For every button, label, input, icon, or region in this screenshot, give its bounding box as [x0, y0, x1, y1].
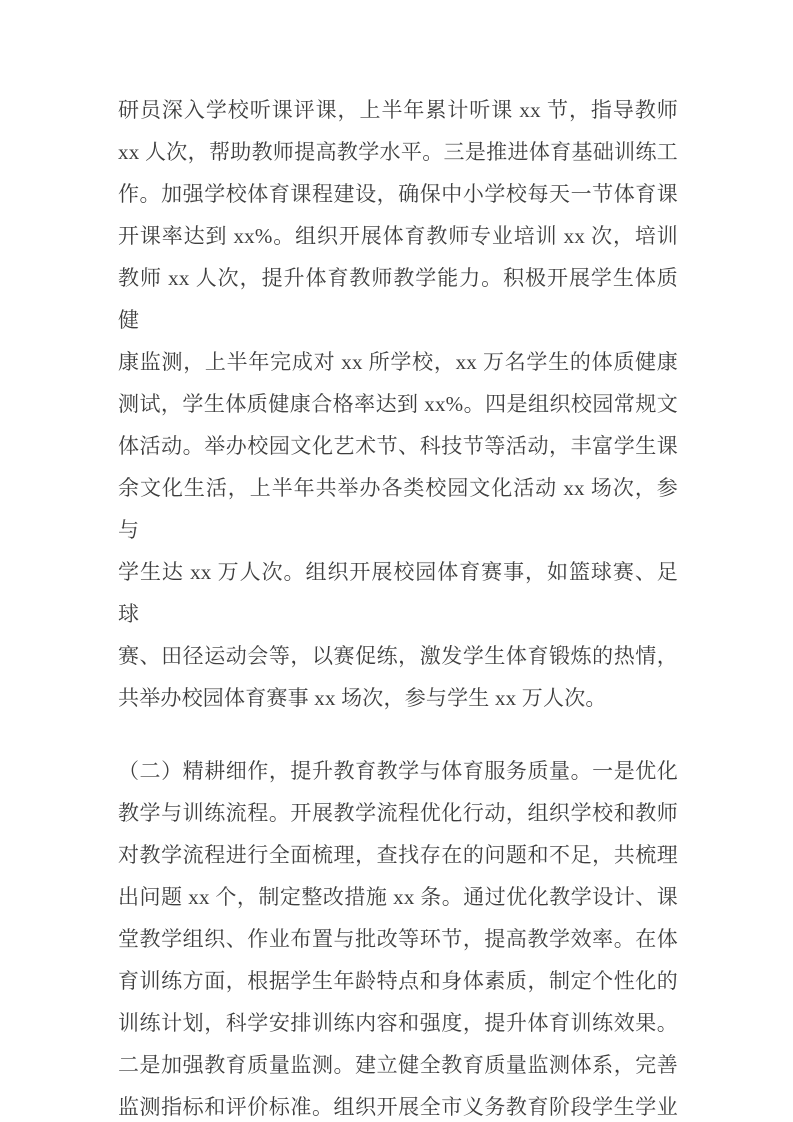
text-line: 赛、田径运动会等，以赛促练，激发学生体育锻炼的热情， [118, 644, 678, 668]
text-line: 共举办校园体育赛事 xx 场次，参与学生 xx 万人次。 [118, 686, 607, 710]
text-line: 对教学流程进行全面梳理，查找存在的问题和不足，共梳理 [118, 843, 678, 867]
text-line: 作。加强学校体育课程建设，确保中小学校每天一节体育课 [118, 182, 678, 206]
text-line: 二是加强教育质量监测。建立健全教育质量监测体系，完善 [118, 1053, 678, 1077]
text-line: 监测指标和评价标准。组织开展全市义务教育阶段学生学业 [118, 1095, 678, 1119]
text-line: 康监测，上半年完成对 xx 所学校，xx 万名学生的体质健康 [118, 350, 678, 374]
text-line: 教学与训练流程。开展教学流程优化行动，组织学校和教师 [118, 801, 678, 825]
text-line: xx 人次，帮助教师提高教学水平。三是推进体育基础训练工 [118, 140, 678, 164]
paragraph-continuation [118, 89, 678, 719]
text-line: 开课率达到 xx%。组织开展体育教师专业培训 xx 次，培训 [118, 224, 678, 248]
text-line: 测试，学生体质健康合格率达到 xx%。四是组织校园常规文 [118, 392, 678, 416]
text-line: 教师 xx 人次，提升体育教师教学能力。积极开展学生体质健 [118, 266, 678, 332]
text-line: 育训练方面，根据学生年龄特点和身体素质，制定个性化的 [118, 969, 678, 993]
text-line: 训练计划，科学安排训练内容和强度，提升体育训练效果。 [118, 1011, 678, 1035]
text-line: 体活动。举办校园文化艺术节、科技节等活动，丰富学生课 [118, 434, 678, 458]
paragraph-section-two [118, 750, 678, 1122]
text-line: 出问题 xx 个，制定整改措施 xx 条。通过优化教学设计、课 [118, 885, 678, 909]
text-line: （二）精耕细作，提升教育教学与体育服务质量。一是优化 [118, 759, 678, 783]
document-text-block [118, 89, 678, 1122]
text-line: 堂教学组织、作业布置与批改等环节，提高教学效率。在体 [118, 927, 678, 951]
text-line: 研员深入学校听课评课，上半年累计听课 xx 节，指导教师 [118, 98, 678, 122]
text-line: 余文化生活，上半年共举办各类校园文化活动 xx 场次，参与 [118, 476, 678, 542]
text-line: 学生达 xx 万人次。组织开展校园体育赛事，如篮球赛、足球 [118, 560, 678, 626]
